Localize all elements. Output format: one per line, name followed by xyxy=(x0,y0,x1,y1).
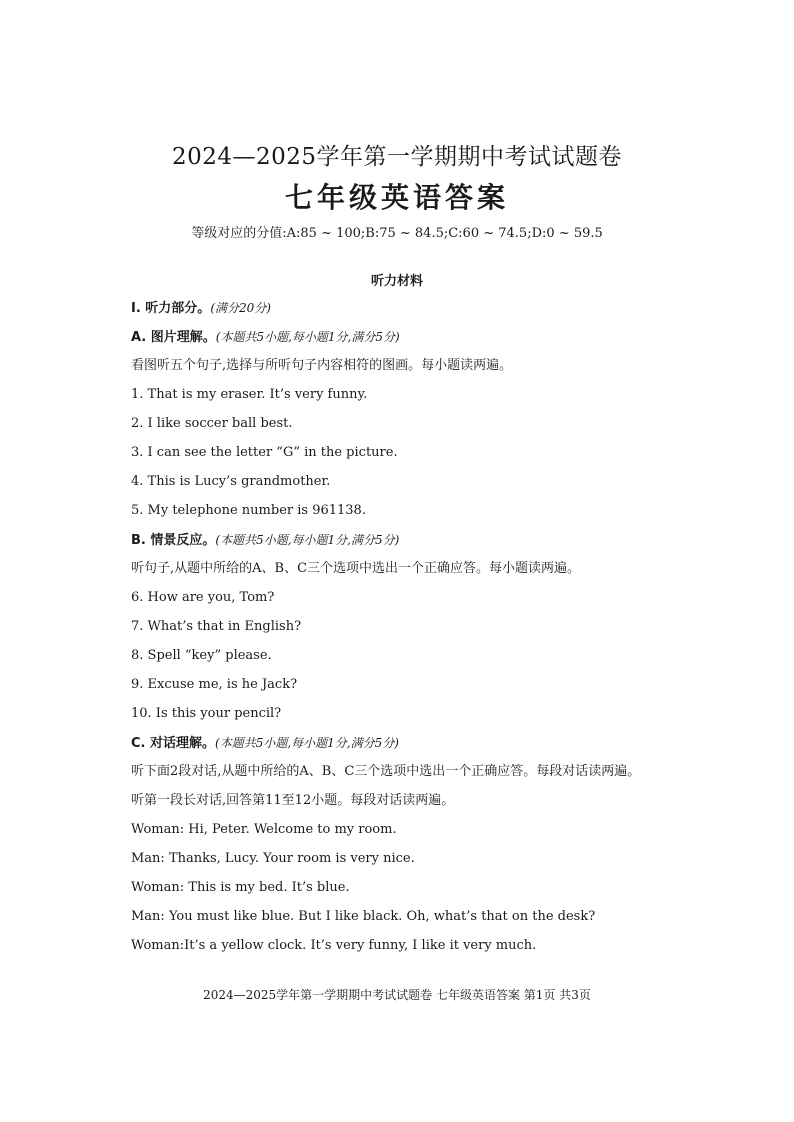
section-b-note: (本题共5小题,每小题1分,满分5分) xyxy=(215,533,400,547)
transcript-lines xyxy=(131,299,771,966)
instruction-line: 听第一段长对话,回答第11至12小题。每段对话读两遍。 xyxy=(131,793,455,808)
dialogue-line: Man: You must like blue. But I like black. Oh, what’s that on the desk? xyxy=(131,909,596,924)
question-line: 7. What’s that in English? xyxy=(131,619,302,634)
question-line: 4. This is Lucy’s grandmother. xyxy=(131,474,331,489)
instruction-line: 听下面2段对话,从题中所给的A、B、C三个选项中选出一个正确应答。每段对话读两遍。 xyxy=(131,764,641,779)
instruction-line: 听句子,从题中所给的A、B、C三个选项中选出一个正确应答。每小题读两遍。 xyxy=(131,561,581,576)
grade-scale: 等级对应的分值:A:85 ~ 100;B:75 ~ 84.5;C:60 ~ 74.5;D:0 ~ 59.5 xyxy=(191,226,603,241)
section-a-note: (本题共5小题,每小题1分,满分5分) xyxy=(215,330,400,344)
question-line: 1. That is my eraser. It’s very funny. xyxy=(131,387,368,402)
answer-key-subtitle: 七年级英语答案 xyxy=(284,181,509,214)
section-c-heading xyxy=(131,734,771,763)
page-footer: 2024—2025学年第一学期期中考试试题卷 七年级英语答案 第1页 共3页 xyxy=(203,988,591,1002)
section-a-label: A. 图片理解。 xyxy=(131,330,216,345)
section-title-listening: 听力材料 xyxy=(370,274,423,289)
question-line: 6. How are you, Tom? xyxy=(131,590,275,605)
question-line: 10. Is this your pencil? xyxy=(131,706,282,721)
section-c-label: C. 对话理解。 xyxy=(131,736,216,751)
question-line: 8. Spell “key” please. xyxy=(131,648,272,663)
part-label: I. 听力部分。 xyxy=(131,301,211,316)
dialogue-line: Woman:It’s a yellow clock. It’s very funny, I like it very much. xyxy=(131,938,537,953)
question-line: 5. My telephone number is 961138. xyxy=(131,503,366,518)
section-a-heading xyxy=(131,328,771,357)
section-c-note: (本题共5小题,每小题1分,满分5分) xyxy=(215,736,399,750)
dialogue-line: Man: Thanks, Lucy. Your room is very nice. xyxy=(131,851,415,866)
part-heading xyxy=(131,299,771,328)
section-b-heading xyxy=(131,531,771,560)
question-line: 3. I can see the letter “G” in the picture. xyxy=(131,445,398,460)
dialogue-line: Woman: This is my bed. It’s blue. xyxy=(131,880,350,895)
question-line: 9. Excuse me, is he Jack? xyxy=(131,677,298,692)
instruction-line: 看图听五个句子,选择与所听句子内容相符的图画。每小题读两遍。 xyxy=(131,358,513,373)
dialogue-line: Woman: Hi, Peter. Welcome to my room. xyxy=(131,822,397,837)
question-line: 2. I like soccer ball best. xyxy=(131,416,293,431)
section-b-label: B. 情景反应。 xyxy=(131,533,216,548)
part-note: (满分20分) xyxy=(210,301,271,315)
exam-title: 2024—2025学年第一学期期中考试试题卷 xyxy=(171,144,623,170)
